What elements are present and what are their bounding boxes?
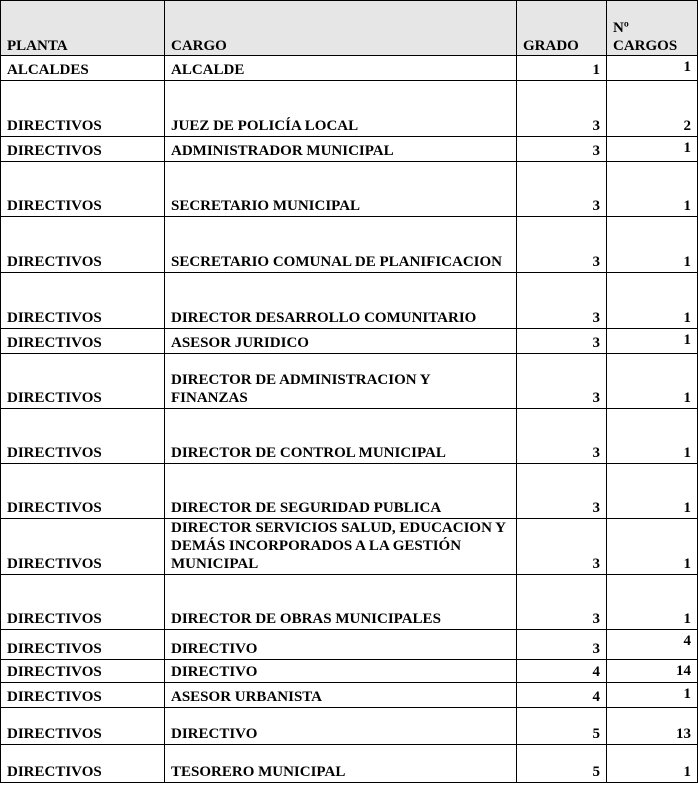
header-ncargos-line1: Nº xyxy=(613,20,629,36)
cell-grado: 3 xyxy=(517,519,607,575)
cell-cargo: DIRECTIVO xyxy=(165,660,517,683)
cell-cargos: 1 xyxy=(607,56,698,81)
cell-cargo: DIRECTOR DE SEGURIDAD PUBLICA xyxy=(165,464,517,519)
header-ncargos-line2: CARGOS xyxy=(613,38,678,54)
cell-planta: ALCALDES xyxy=(1,56,165,81)
cell-cargos: 1 xyxy=(607,329,698,354)
cell-planta: DIRECTIVOS xyxy=(1,81,165,137)
table-row xyxy=(1,81,698,137)
cell-cargos: 1 xyxy=(607,745,698,783)
cell-planta: DIRECTIVOS xyxy=(1,630,165,660)
cell-cargo: ASESOR URBANISTA xyxy=(165,683,517,708)
cell-cargo: DIRECTOR DE OBRAS MUNICIPALES xyxy=(165,575,517,630)
cell-cargo: JUEZ DE POLICÍA LOCAL xyxy=(165,81,517,137)
table-row xyxy=(1,630,698,660)
table-body xyxy=(1,56,698,783)
table-row xyxy=(1,162,698,217)
cell-cargos: 1 xyxy=(607,519,698,575)
cell-grado: 4 xyxy=(517,683,607,708)
cell-planta: DIRECTIVOS xyxy=(1,660,165,683)
cell-cargos: 1 xyxy=(607,464,698,519)
cell-cargos: 14 xyxy=(607,660,698,683)
cell-grado: 3 xyxy=(517,329,607,354)
header-row xyxy=(1,1,698,56)
cell-planta: DIRECTIVOS xyxy=(1,683,165,708)
cell-planta: DIRECTIVOS xyxy=(1,708,165,745)
cell-cargo: DIRECTOR DESARROLLO COMUNITARIO xyxy=(165,273,517,329)
header-grado: GRADO xyxy=(517,1,607,56)
table-row xyxy=(1,409,698,464)
cell-planta: DIRECTIVOS xyxy=(1,137,165,162)
table-row xyxy=(1,137,698,162)
table-row xyxy=(1,683,698,708)
cell-planta: DIRECTIVOS xyxy=(1,354,165,409)
cell-cargo: DIRECTIVO xyxy=(165,708,517,745)
cell-grado: 4 xyxy=(517,660,607,683)
table-row xyxy=(1,56,698,81)
cell-planta: DIRECTIVOS xyxy=(1,217,165,273)
cell-cargos: 1 xyxy=(607,683,698,708)
cell-cargos: 1 xyxy=(607,217,698,273)
cell-cargos: 1 xyxy=(607,273,698,329)
cell-planta: DIRECTIVOS xyxy=(1,273,165,329)
cell-grado: 3 xyxy=(517,137,607,162)
cell-cargo: DIRECTOR SERVICIOS SALUD, EDUCACION Y DEMÁS INCORPORADOS A LA GESTIÓN MUNICIPAL xyxy=(165,519,517,575)
cell-grado: 3 xyxy=(517,575,607,630)
table-row xyxy=(1,519,698,575)
cell-cargo: DIRECTIVO xyxy=(165,630,517,660)
header-ncargos xyxy=(607,1,698,56)
cell-cargos: 1 xyxy=(607,354,698,409)
cell-grado: 3 xyxy=(517,81,607,137)
table-row xyxy=(1,464,698,519)
cell-planta: DIRECTIVOS xyxy=(1,409,165,464)
cell-grado: 3 xyxy=(517,464,607,519)
table-row xyxy=(1,708,698,745)
table-row xyxy=(1,354,698,409)
cell-cargos: 1 xyxy=(607,409,698,464)
cell-cargos: 4 xyxy=(607,630,698,660)
cell-grado: 3 xyxy=(517,354,607,409)
table-row xyxy=(1,329,698,354)
cell-cargo: DIRECTOR DE CONTROL MUNICIPAL xyxy=(165,409,517,464)
cell-grado: 3 xyxy=(517,630,607,660)
cell-cargos: 13 xyxy=(607,708,698,745)
cell-cargos: 1 xyxy=(607,162,698,217)
cell-cargo: SECRETARIO COMUNAL DE PLANIFICACION xyxy=(165,217,517,273)
cell-cargos: 2 xyxy=(607,81,698,137)
cell-grado: 3 xyxy=(517,217,607,273)
table-row xyxy=(1,273,698,329)
cell-cargos: 1 xyxy=(607,575,698,630)
cell-planta: DIRECTIVOS xyxy=(1,162,165,217)
table-row xyxy=(1,575,698,630)
cell-grado: 5 xyxy=(517,745,607,783)
cell-planta: DIRECTIVOS xyxy=(1,329,165,354)
cell-cargo: DIRECTOR DE ADMINISTRACION Y FINANZAS xyxy=(165,354,517,409)
cell-grado: 5 xyxy=(517,708,607,745)
table-row xyxy=(1,660,698,683)
cell-cargo: ADMINISTRADOR MUNICIPAL xyxy=(165,137,517,162)
cell-cargo: SECRETARIO MUNICIPAL xyxy=(165,162,517,217)
cell-cargo: ASESOR JURIDICO xyxy=(165,329,517,354)
header-cargo: CARGO xyxy=(165,1,517,56)
cell-planta: DIRECTIVOS xyxy=(1,519,165,575)
cell-planta: DIRECTIVOS xyxy=(1,575,165,630)
table-row xyxy=(1,217,698,273)
cell-cargo: ALCALDE xyxy=(165,56,517,81)
cell-grado: 3 xyxy=(517,273,607,329)
cell-planta: DIRECTIVOS xyxy=(1,464,165,519)
cell-grado: 3 xyxy=(517,409,607,464)
cell-cargo: TESORERO MUNICIPAL xyxy=(165,745,517,783)
cell-planta: DIRECTIVOS xyxy=(1,745,165,783)
cell-grado: 3 xyxy=(517,162,607,217)
cell-cargos: 1 xyxy=(607,137,698,162)
table-row xyxy=(1,745,698,783)
header-planta: PLANTA xyxy=(1,1,165,56)
cell-grado: 1 xyxy=(517,56,607,81)
